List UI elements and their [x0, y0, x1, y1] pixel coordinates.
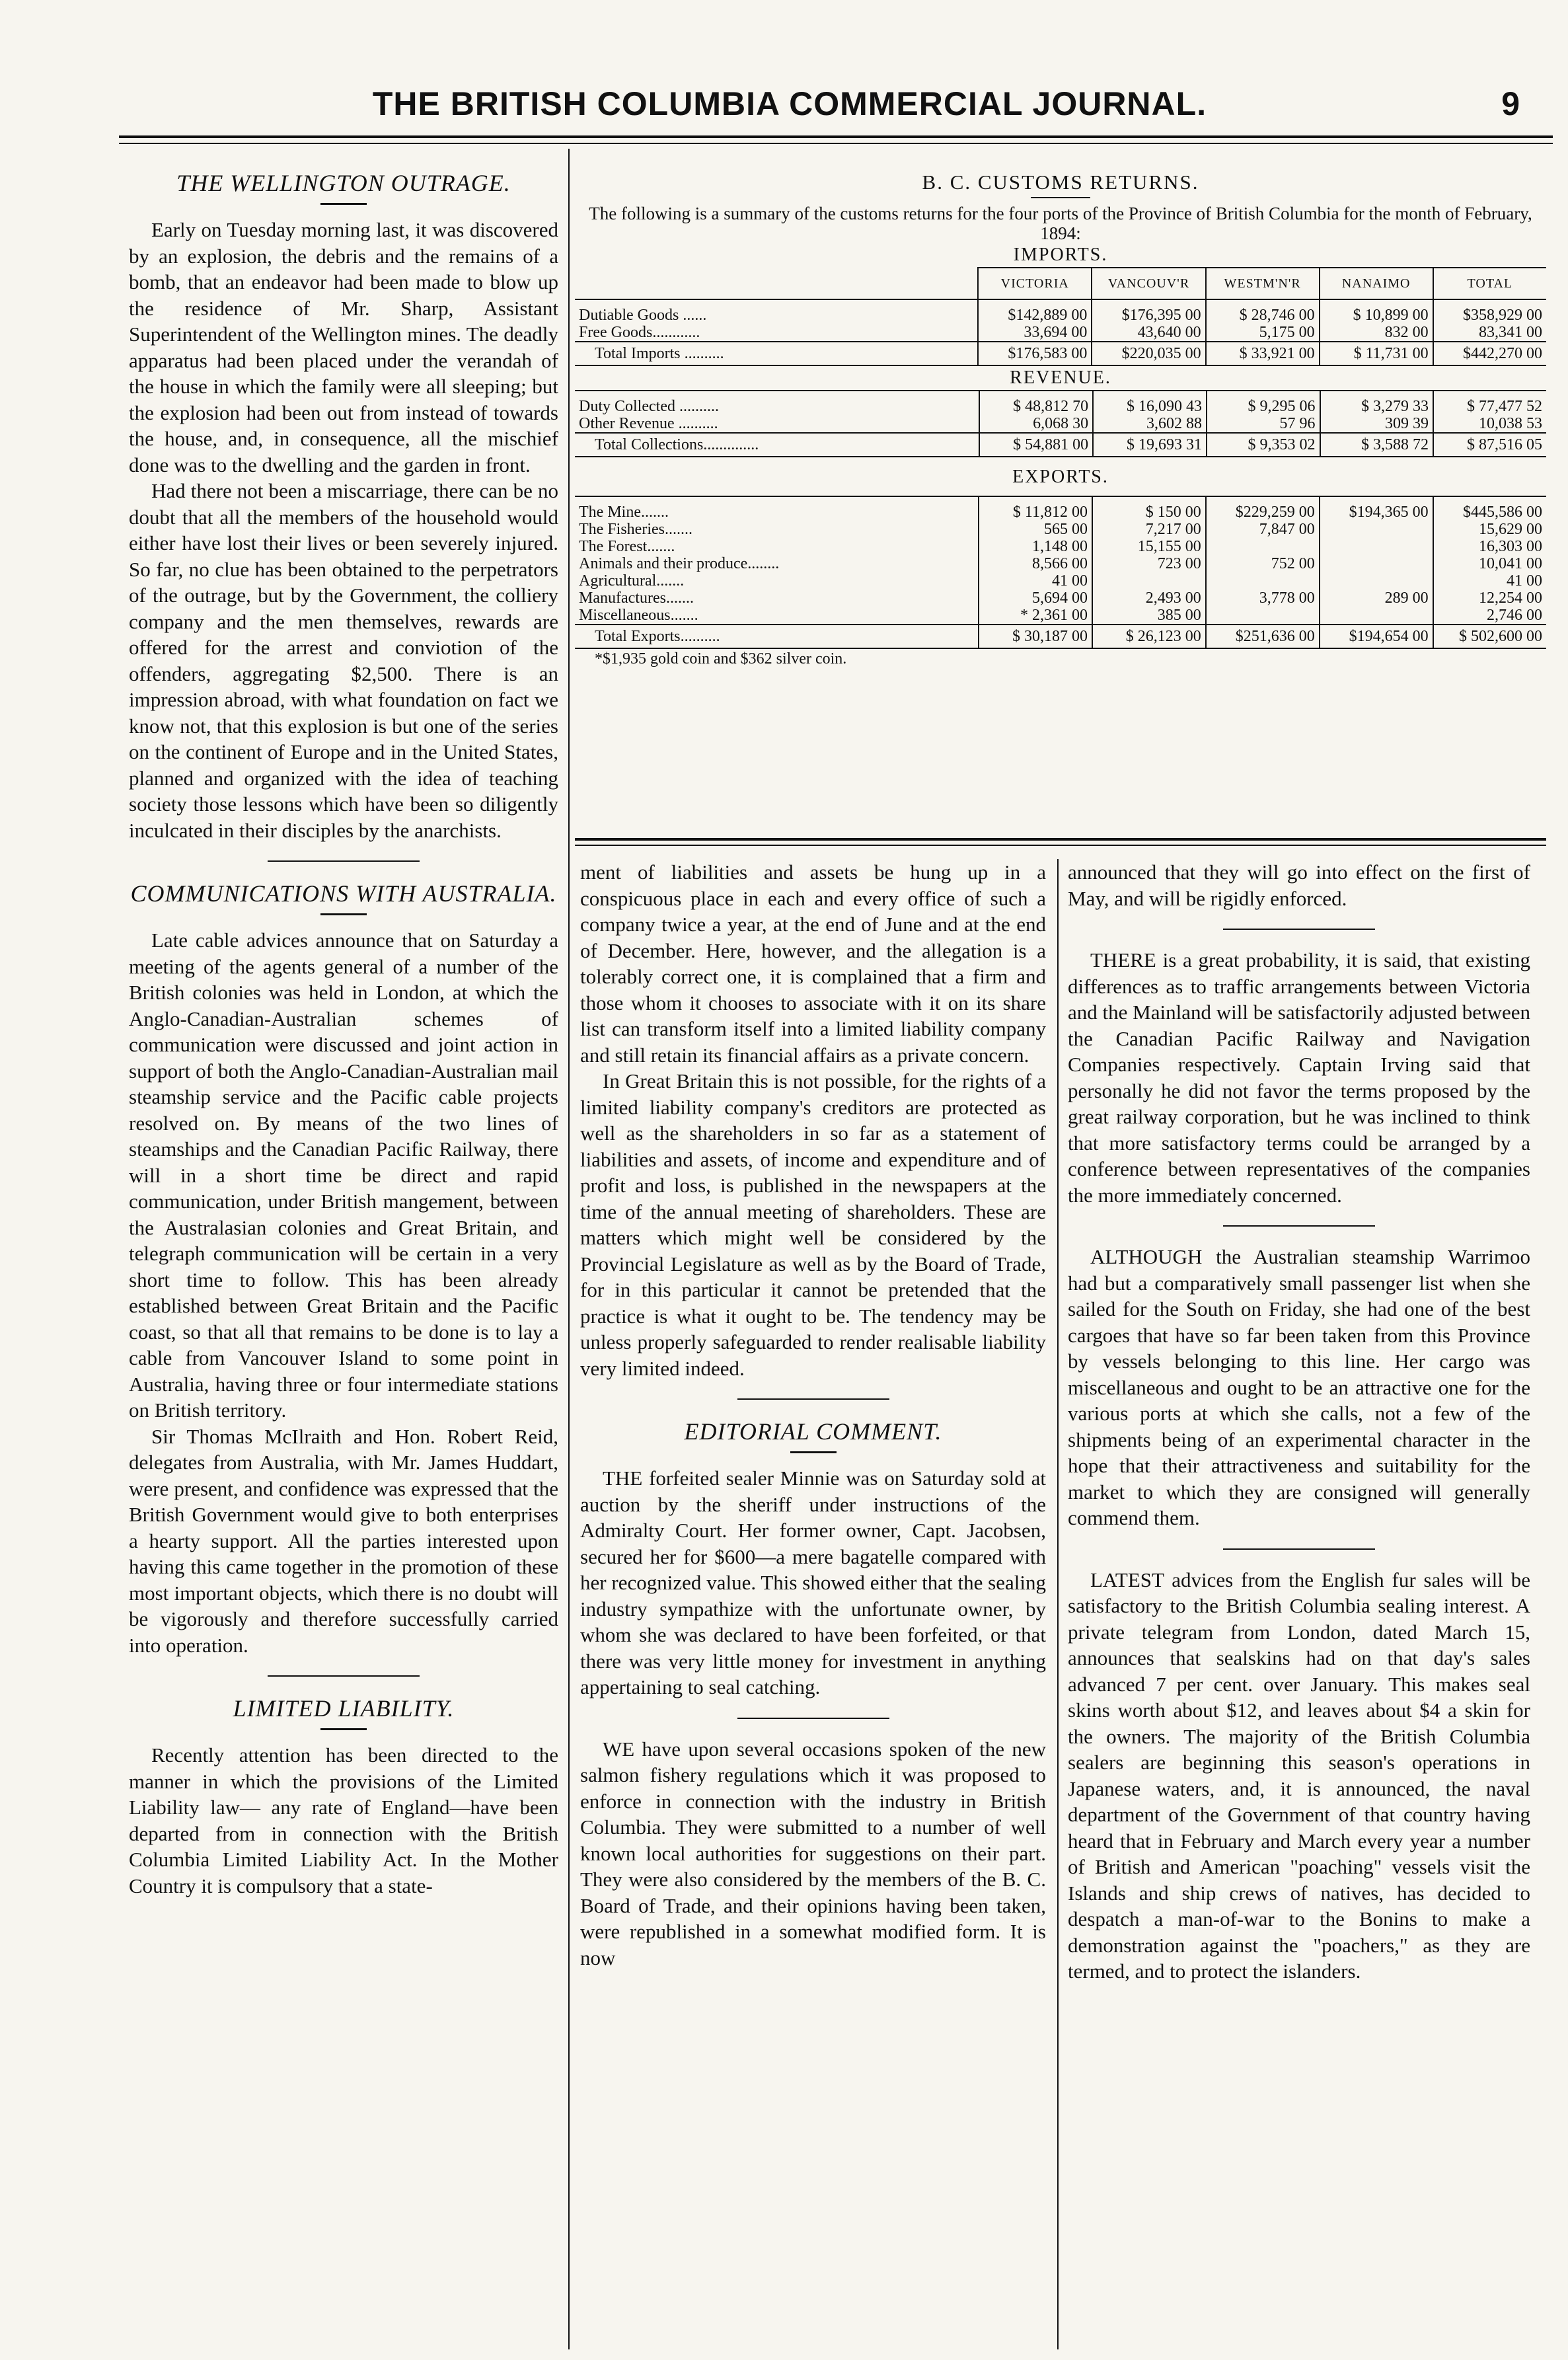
cell: $ 33,921 00: [1206, 342, 1320, 365]
cell: $442,270 00: [1433, 342, 1546, 365]
table-bottom-rule-2: [575, 845, 1546, 846]
column-left: [129, 169, 558, 1899]
row-label: Total Exports..........: [575, 625, 979, 648]
customs-title: B. C. CUSTOMS RETURNS.: [922, 171, 1199, 194]
cell: $358,929 00: [1433, 307, 1546, 324]
cell: 10,038 53: [1433, 415, 1546, 433]
heading-dash: [320, 1728, 367, 1730]
cell: 8,566 00: [979, 555, 1092, 572]
customs-intro: The following is a summary of the customs returns for the four ports of the Province of British Columbia for the month of February, 1894:: [589, 204, 1532, 243]
cell: 5,175 00: [1206, 324, 1320, 342]
heading-dash: [320, 913, 367, 915]
heading-dash: [320, 203, 367, 205]
cell: $ 26,123 00: [1092, 625, 1206, 648]
paragraph: Late cable advices announce that on Saturday a meeting of the agents general of a number of the British colonies was held in London, at which the Anglo-Canadian-Australian schemes of communication were discussed and joint action in support of both the Anglo-Canadian-Australian mail steamship service and the Pacific cable projects resolved on. By means of the two lines of steamships and the Canadian Pacific Railway, there will in a short time be direct and rapid communication, under British mangement, between the Australasian colonies and Great Britain, and telegraph communication will be certain in a very short time to follow. This has been already established between Great Britain and the Pacific coast, so that all that remains to be done is to lay a cable from Vancouver Island to some point in Australia, having three or four intermediate stations on British territory.: [129, 929, 558, 1422]
column-header: VICTORIA: [978, 268, 1092, 299]
cell: [1320, 572, 1433, 590]
cell: [1206, 572, 1320, 590]
heading-communications: COMMUNICATIONS WITH AUSTRALIA.: [130, 880, 557, 907]
cell: $ 150 00: [1092, 504, 1206, 521]
row-label: Total Imports ..........: [575, 342, 978, 365]
cell: 1,148 00: [979, 538, 1092, 555]
row-label: Dutiable Goods ......: [579, 307, 707, 324]
paragraph: Recently attention has been directed to the manner in which the provisions of the Limited Liability law— any rate of England—have been departed from in connection with the British Columbia Limited Liability Act. In the Mother Country it is compulsory that a state-: [129, 1743, 558, 1897]
cell: $ 502,600 00: [1433, 625, 1546, 648]
revenue-table: [575, 390, 1546, 457]
revenue-label: REVENUE.: [1010, 367, 1111, 388]
cell: $220,035 00: [1092, 342, 1205, 365]
paragraph: LATEST advices from the English fur sales will be satisfactory to the British Columbia sealing interest. A private telegram from London, dated March 15, announces that sealskins had on that day's sales advanced 7 per cent. over January. This makes seal skins worth about $12, and leaves about $4 a skin for the owners. The majority of the British Columbia sealers are beginning this season's operations in Japanese waters, and, it is announced, the naval department of the Government of that country having heard that in February and March every year a number of British and American "poaching" vessels visit the Islands and ship crews of natives, has decided to despatch a man-of-war to the Bonins to make a demonstration against the "poachers," as they are termed, and to protect the islanders.: [1068, 1568, 1530, 1983]
table-row: [575, 415, 1546, 433]
table-row: [575, 398, 1546, 415]
table-row: [575, 607, 1546, 625]
table-header-row: [575, 268, 1546, 299]
cell: 33,694 00: [978, 324, 1092, 342]
section-separator: [1223, 929, 1375, 930]
section-separator: [737, 1398, 889, 1400]
table-row: [575, 590, 1546, 607]
masthead-rule-top: [119, 135, 1553, 138]
cell: $ 54,881 00: [979, 433, 1093, 457]
cell: 57 96: [1207, 415, 1320, 433]
cell: $ 10,899 00: [1320, 307, 1433, 324]
heading-editorial: EDITORIAL COMMENT.: [684, 1418, 942, 1445]
cell: 565 00: [979, 521, 1092, 538]
paragraph: ALTHOUGH the Australian steamship Warrimoo had but a comparatively small passenger list when she sailed for the South on Friday, she had one of the best cargoes that have so far been taken from this Province by vessels belonging to this line. Her cargo was miscellaneous and ought to be an attractive one for the various ports at which she calls, not a few of the shipments being of an experimental character in the hope that their attractiveness and suitability for the market to which they are consigned will generally commend them.: [1068, 1245, 1530, 1529]
total-row: [575, 342, 1546, 365]
cell: [1320, 538, 1433, 555]
section-separator: [737, 1718, 889, 1719]
cell: $194,654 00: [1320, 625, 1433, 648]
section-separator: [1223, 1225, 1375, 1227]
cell: 83,341 00: [1433, 324, 1546, 342]
cell: 2,746 00: [1433, 607, 1546, 625]
table-row: [575, 555, 1546, 572]
column-divider-1: [568, 149, 570, 2349]
cell: $ 11,812 00: [979, 504, 1092, 521]
exports-table: [575, 496, 1546, 649]
masthead: [126, 85, 1520, 131]
column-header: VANCOUV'R: [1092, 268, 1205, 299]
cell: $229,259 00: [1206, 504, 1320, 521]
cell: $ 30,187 00: [979, 625, 1092, 648]
cell: 385 00: [1092, 607, 1206, 625]
cell: 41 00: [1433, 572, 1546, 590]
journal-title: THE BRITISH COLUMBIA COMMERCIAL JOURNAL.: [372, 85, 1207, 122]
cell: 43,640 00: [1092, 324, 1205, 342]
row-label: Duty Collected ..........: [579, 398, 719, 415]
paragraph: In Great Britain this is not possible, for the rights of a limited liability company's creditors are protected as well as the shareholders in so far as a statement of liabilities and assets, of income and expenditure and of profit and loss, is published in the newspapers at the time of the annual meeting of shareholders. These are matters which might well be considered by the Provincial Legislature as well as by the Board of Trade, for in this particular it cannot be pretended that the practice is what it ought to be. The tendency may be unless properly safeguarded to render realisable liability very limited indeed.: [580, 1069, 1046, 1380]
cell: $ 48,812 70: [979, 398, 1093, 415]
paragraph: Had there not been a miscarriage, there can be no doubt that all the members of the household would either have lost their lives or been severely injured. So far, no clue has been obtained to the perpetrators of the outrage, but by the Government, the colliery company and the men themselves, rewards are offered for the arrest and conviotion of the offenders, aggregating $2,500. There is an impression abroad, with what foundation on fact we know not, that this explosion is but one of the series on the continent of Europe and in the United States, planned and organized with the idea of teaching society those lessons which have been so diligently inculcated in their disciples by the anarchists.: [129, 479, 558, 842]
cell: 3,778 00: [1206, 590, 1320, 607]
cell: [1092, 572, 1206, 590]
cell: 832 00: [1320, 324, 1433, 342]
cell: $ 87,516 05: [1433, 433, 1546, 457]
cell: [1320, 555, 1433, 572]
cell: 752 00: [1206, 555, 1320, 572]
cell: $ 16,090 43: [1093, 398, 1207, 415]
cell: $142,889 00: [978, 307, 1092, 324]
row-label: Total Collections..............: [575, 433, 979, 457]
cell: 12,254 00: [1433, 590, 1546, 607]
cell: [1320, 521, 1433, 538]
table-row: [575, 521, 1546, 538]
cell: 5,694 00: [979, 590, 1092, 607]
table-bottom-rule: [575, 838, 1546, 841]
cell: 7,847 00: [1206, 521, 1320, 538]
section-separator: [268, 1675, 420, 1677]
column-header: TOTAL: [1433, 268, 1546, 299]
total-row: [575, 625, 1546, 648]
cell: 309 39: [1320, 415, 1433, 433]
cell: $ 28,746 00: [1206, 307, 1320, 324]
cell: $194,365 00: [1320, 504, 1433, 521]
imports-label: IMPORTS.: [1013, 245, 1108, 265]
row-label: The Fisheries.......: [579, 521, 692, 538]
table-row: [575, 324, 1546, 342]
paragraph: Early on Tuesday morning last, it was discovered by an explosion, the debris and the remains of a bomb, that an endeavor had been made to blow up the residence of Mr. Sharp, Assistant Superintendent of the Wellington mines. The deadly apparatus had been placed under the verandah of the house in which the family were all sleeping; but the explosion had been out from instead of towards the house, and, in consequence, all the mischief done was to the dwelling and the garden in front.: [129, 218, 558, 476]
table-row: [575, 504, 1546, 521]
paragraph: Sir Thomas McIlraith and Hon. Robert Reid, delegates from Australia, with Mr. James Huddart, were present, and confidence was expressed that the British Government would give to both enterprises a hearty support. All the parties interested upon having this came together in the promotion of these most important objects, which there is no doubt will be vigorously and therefore successfully carried into operation.: [129, 1424, 558, 1657]
cell: 15,155 00: [1092, 538, 1206, 555]
column-header: WESTM'N'R: [1206, 268, 1320, 299]
table-row: [575, 572, 1546, 590]
row-label: Agricultural.......: [579, 572, 685, 590]
cell: 289 00: [1320, 590, 1433, 607]
cell: $ 77,477 52: [1433, 398, 1546, 415]
cell: [1206, 538, 1320, 555]
table-row: [575, 538, 1546, 555]
cell: 15,629 00: [1433, 521, 1546, 538]
page-number: 9: [1501, 85, 1520, 122]
row-label: Free Goods............: [579, 324, 700, 341]
section-separator: [1223, 1548, 1375, 1550]
cell: $ 19,693 31: [1093, 433, 1207, 457]
row-label: The Forest.......: [579, 538, 675, 555]
cell: 6,068 30: [979, 415, 1093, 433]
customs-title-dash: [1031, 197, 1090, 198]
cell: $ 9,353 02: [1207, 433, 1320, 457]
total-row: [575, 433, 1546, 457]
heading-dash: [790, 1451, 837, 1453]
row-label: Miscellaneous.......: [579, 607, 698, 624]
cell: 3,602 88: [1093, 415, 1207, 433]
customs-footnote: *$1,935 gold coin and $362 silver coin.: [595, 650, 847, 667]
row-label: Manufactures.......: [579, 590, 694, 607]
table-row: [575, 307, 1546, 324]
cell: [1206, 607, 1320, 625]
cell: $ 9,295 06: [1207, 398, 1320, 415]
cell: 723 00: [1092, 555, 1206, 572]
cell: $445,586 00: [1433, 504, 1546, 521]
cell: $176,395 00: [1092, 307, 1205, 324]
cell: * 2,361 00: [979, 607, 1092, 625]
cell: 7,217 00: [1092, 521, 1206, 538]
cell: $176,583 00: [978, 342, 1092, 365]
exports-label: EXPORTS.: [1012, 467, 1109, 487]
cell: 16,303 00: [1433, 538, 1546, 555]
column-middle: [580, 859, 1046, 1971]
cell: [1320, 607, 1433, 625]
customs-table: [575, 267, 1546, 366]
heading-wellington: THE WELLINGTON OUTRAGE.: [176, 170, 511, 196]
cell: 2,493 00: [1092, 590, 1206, 607]
heading-liability: LIMITED LIABILITY.: [233, 1695, 455, 1722]
cell: 41 00: [979, 572, 1092, 590]
column-right: [1068, 859, 1530, 1985]
column-header: NANAIMO: [1320, 268, 1433, 299]
masthead-rule-bottom: [119, 143, 1553, 144]
paragraph: THERE is a great probability, it is said, that existing differences as to traffic arrangements between Victoria and the Mainland will be satisfactorily adjusted between the Canadian Pacific Railway and Navigation Companies respectively. Captain Irving said that personally he did not favor the terms proposed by the great railway corporation, but he was inclined to think that more satisfactory terms could be arranged by a conference between representatives of the companies the more immediately concerned.: [1068, 948, 1530, 1207]
header-blank: [575, 268, 978, 299]
cell: $ 3,588 72: [1320, 433, 1433, 457]
paragraph: THE forfeited sealer Minnie was on Saturday sold at auction by the sheriff under instructions of the Admiralty Court. Her former owner, Capt. Jacobsen, secured her for $600—a mere bagatelle compared with her recognized value. This showed either that the sealing industry sympathize with the unfortunate owner, by whom she was declared to have been forfeited, or that there was very little money for investment in anything appertaining to seal catching.: [580, 1466, 1046, 1698]
cell: $ 3,279 33: [1320, 398, 1433, 415]
paragraph: announced that they will go into effect on the first of May, and will be rigidly enforced.: [1068, 860, 1530, 910]
row-label: Animals and their produce........: [579, 555, 780, 572]
paragraph: WE have upon several occasions spoken of the new salmon fishery regulations which it was proposed to enforce in connection with the industry in British Columbia. They were submitted to a number of well known local authorities for suggestions on their part. They were also considered by the members of the B. C. Board of Trade, and their opinions having been taken, were republished in a somewhat modified form. It is now: [580, 1737, 1046, 1969]
column-divider-2: [1057, 859, 1059, 2349]
cell: $251,636 00: [1206, 625, 1320, 648]
paragraph: ment of liabilities and assets be hung up in a conspicuous place in each and every office of such a company twice a year, at the end of June and at the end of December. Here, however, and the allegation is a tolerably correct one, it is complained that a firm and those whom it chooses to associate with it on its share list can transform itself into a limited liability company and still retain its financial affairs as a private concern.: [580, 860, 1046, 1067]
cell: 10,041 00: [1433, 555, 1546, 572]
row-label: Other Revenue ..........: [579, 415, 718, 432]
cell: $ 11,731 00: [1320, 342, 1433, 365]
section-separator: [268, 860, 420, 862]
row-label: The Mine.......: [579, 504, 669, 521]
customs-returns: [575, 171, 1546, 668]
